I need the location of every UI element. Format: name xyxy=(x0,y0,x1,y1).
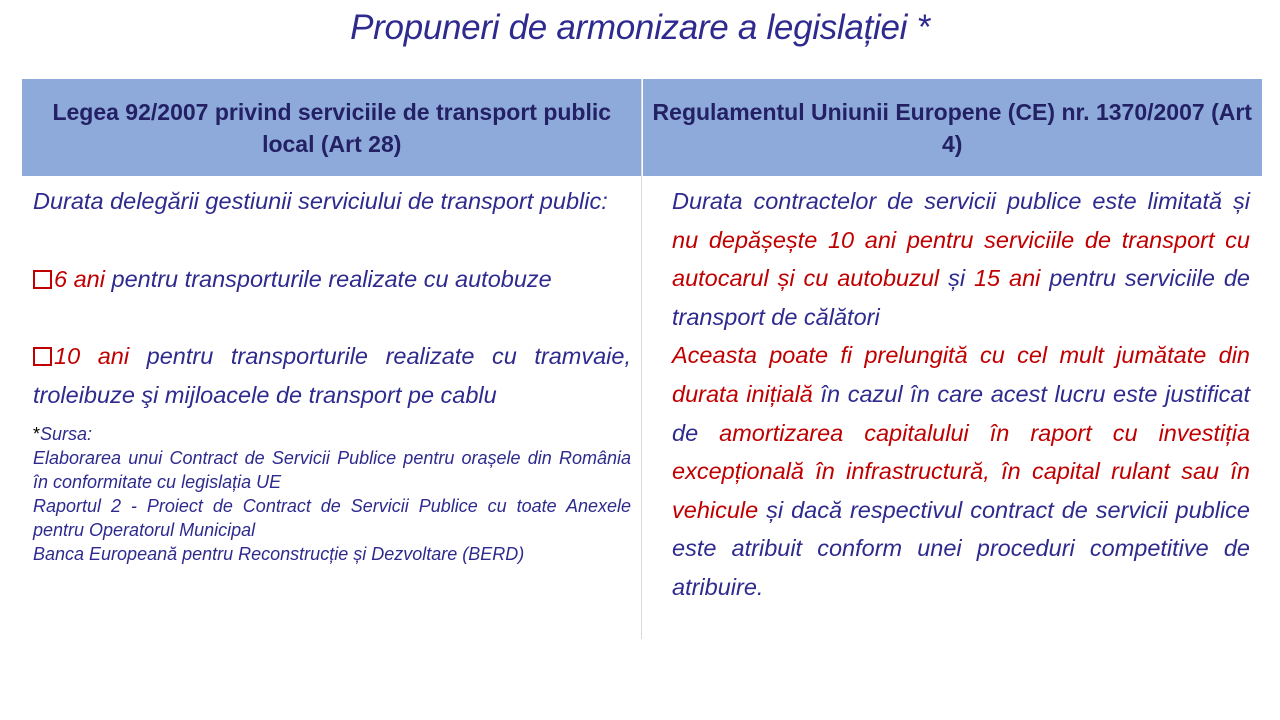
bullet-item-10-text: pentru transporturile realizate cu tramvaie, troleibuze şi mijloacele de transport pe cablu xyxy=(33,343,631,408)
column-divider xyxy=(641,79,642,639)
highlight-run: amortizarea capitalului în raport cu investiția excepțională în infrastructură, în capital rulant sau în vehicule xyxy=(672,419,1251,523)
extension-paragraph xyxy=(672,336,1250,606)
slide-title: Propuneri de armonizare a legislației * xyxy=(350,8,930,47)
eu-regulation-column xyxy=(642,176,1262,607)
comparison-table xyxy=(22,79,1262,607)
delegation-intro: Durata delegării gestiunii serviciului de transport public: xyxy=(33,188,608,214)
contract-duration-paragraph xyxy=(672,182,1250,336)
text-run: pentru serviciile de transport de călători xyxy=(672,265,1251,330)
source-star: * xyxy=(33,424,41,445)
law-92-column xyxy=(22,176,642,607)
text-run: și dacă respectivul contract de servicii publice este atribuit conform unei proceduri competitive de atribuire. xyxy=(672,496,1250,600)
text-run: și xyxy=(948,265,974,292)
checkbox-bullet-icon xyxy=(33,347,52,366)
table-header xyxy=(22,79,1262,176)
header-eu-regulation: Regulamentul Uniunii Europene (CE) nr. 1370/2007 (Art 4) xyxy=(643,79,1263,176)
checkbox-bullet-icon xyxy=(33,270,52,289)
text-run: în cazul în care acest lucru este justificat de xyxy=(672,380,1250,446)
source-line: Banca Europeană pentru Reconstrucție și Dezvoltare (BERD) xyxy=(33,544,525,565)
header-law-92-2007: Legea 92/2007 privind serviciile de transport public local (Art 28) xyxy=(22,79,642,176)
sources-block xyxy=(33,422,631,566)
source-line: Elaborarea unui Contract de Servicii Publice pentru orașele din România în conformitate cu legislația UE xyxy=(33,448,631,493)
bullet-item-6-text: pentru transporturile realizate cu autobuze xyxy=(104,265,552,292)
years-6: 6 ani xyxy=(54,265,105,292)
table-body xyxy=(22,176,1262,607)
bullet-item-10-years xyxy=(33,337,631,414)
text-run: Durata contractelor de servicii publice este limitată și xyxy=(672,188,1250,214)
highlight-run: nu depășește 10 ani pentru serviciile de transport cu autocarul și cu autobuzul xyxy=(672,226,1250,292)
source-line: Raportul 2 - Proiect de Contract de Servicii Publice cu toate Anexele pentru Operatorul Municipal xyxy=(33,496,631,541)
years-10: 10 ani xyxy=(54,343,130,370)
source-label: Sursa: xyxy=(40,424,93,445)
highlight-run: Aceasta poate fi prelungită cu cel mult jumătate din durata inițială xyxy=(672,342,1250,407)
bullet-item-6-years xyxy=(33,260,631,299)
highlight-run: 15 ani xyxy=(973,265,1050,292)
